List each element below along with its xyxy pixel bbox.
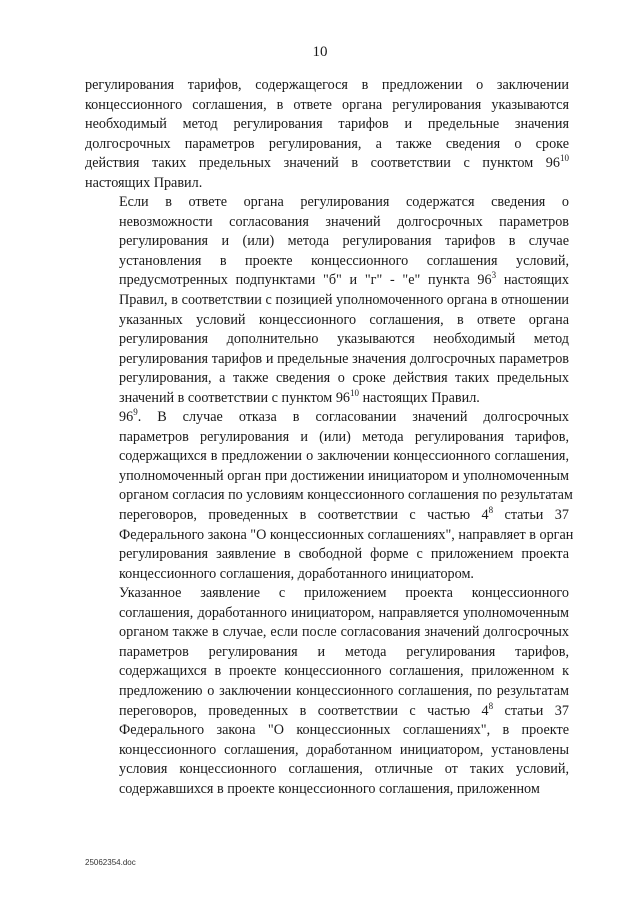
- text-line: действия таких предельных значений в соответствии с пунктом $96^{10}$: [85, 153, 569, 172]
- text-line: переговоров, проведенных в соответствии с частью $4^8$ статьи 37: [119, 700, 569, 719]
- text-line: Федерального закона "О концессионных соглашениях", в проекте: [119, 722, 569, 739]
- text-line: Если в ответе органа регулирования содержатся сведения о: [119, 194, 569, 211]
- text-line: $96^9$. В случае отказа в согласовании значений долгосрочных: [119, 407, 569, 426]
- text-line: долгосрочных параметров регулирования, а также сведения о сроке: [85, 135, 569, 152]
- text-line: содержащихся в предложении о заключении концессионного соглашения,: [119, 448, 569, 465]
- text-line: концессионного соглашения, доработанного инициатором.: [119, 565, 474, 582]
- text-line: регулирования и (или) метода регулирования тарифов в случае: [119, 233, 569, 250]
- document-body: [85, 76, 574, 799]
- text-line: Федерального закона "О концессионных соглашениях", направляет в орган: [119, 526, 574, 543]
- paragraph: [85, 584, 569, 799]
- text-line: органом также в случае, если после согласования значений долгосрочных: [119, 624, 569, 641]
- text-line: параметров регулирования и метода регулирования тарифов,: [119, 643, 569, 660]
- page-number: 10: [312, 44, 328, 60]
- text-line: Правил, в соответствии с позицией уполномоченного органа в отношении: [119, 292, 569, 309]
- text-line: уполномоченный орган при достижении инициатором и уполномоченным: [119, 467, 569, 484]
- text-line: регулирования заявление в свободной форме с приложением проекта: [119, 546, 569, 563]
- text-line: регулирования дополнительно указываются необходимый метод: [119, 331, 569, 348]
- paragraph: [85, 76, 569, 193]
- text-line: концессионного соглашения, в ответе органа регулирования указываются: [85, 96, 569, 113]
- text-line: условия концессионного соглашения, отличные от таких условий,: [119, 761, 569, 778]
- paragraph: [85, 193, 569, 408]
- text-line: регулирования тарифов и предельные значения долгосрочных параметров: [119, 350, 569, 367]
- text-line: параметров регулирования и (или) метода регулирования тарифов,: [119, 428, 569, 445]
- text-line: переговоров, проведенных в соответствии с частью $4^8$ статьи 37: [119, 505, 569, 524]
- text-line: указанных условий концессионного соглашения, в ответе органа: [119, 311, 569, 328]
- text-line: содержащихся в проекте концессионного соглашения, приложенном к: [119, 663, 569, 680]
- text-line: органом согласия по условиям концессионного соглашения по результатам: [119, 487, 573, 504]
- text-line: значений в соответствии с пунктом $96^{10}$ настоящих Правил.: [119, 387, 480, 406]
- text-line: предложению о заключении концессионного соглашения, по результатам: [119, 682, 569, 699]
- file-name-footer: 25062354.doc: [85, 858, 136, 867]
- text-line: установления в проекте концессионного соглашения условий,: [119, 252, 569, 269]
- text-line: концессионного соглашения, доработанном инициатором, установлены: [119, 741, 569, 758]
- text-line: содержавшихся в проекте концессионного соглашения, приложенном: [119, 780, 540, 797]
- text-line: предусмотренных подпунктами "б" и "г" - "е" пункта $96^3$ настоящих: [119, 270, 569, 289]
- text-line: регулирования тарифов, содержащегося в предложении о заключении: [85, 77, 569, 93]
- text-line: регулирования, а также сведения о сроке действия таких предельных: [119, 370, 569, 387]
- text-line: настоящих Правил.: [85, 174, 203, 191]
- text-line: соглашения, доработанного инициатором, направляется уполномоченным: [119, 604, 569, 621]
- text-line: необходимый метод регулирования тарифов и предельные значения: [85, 116, 569, 133]
- text-line: Указанное заявление с приложением проекта концессионного: [119, 585, 569, 602]
- text-line: невозможности согласования значений долгосрочных параметров: [119, 213, 569, 230]
- paragraph: [85, 407, 574, 584]
